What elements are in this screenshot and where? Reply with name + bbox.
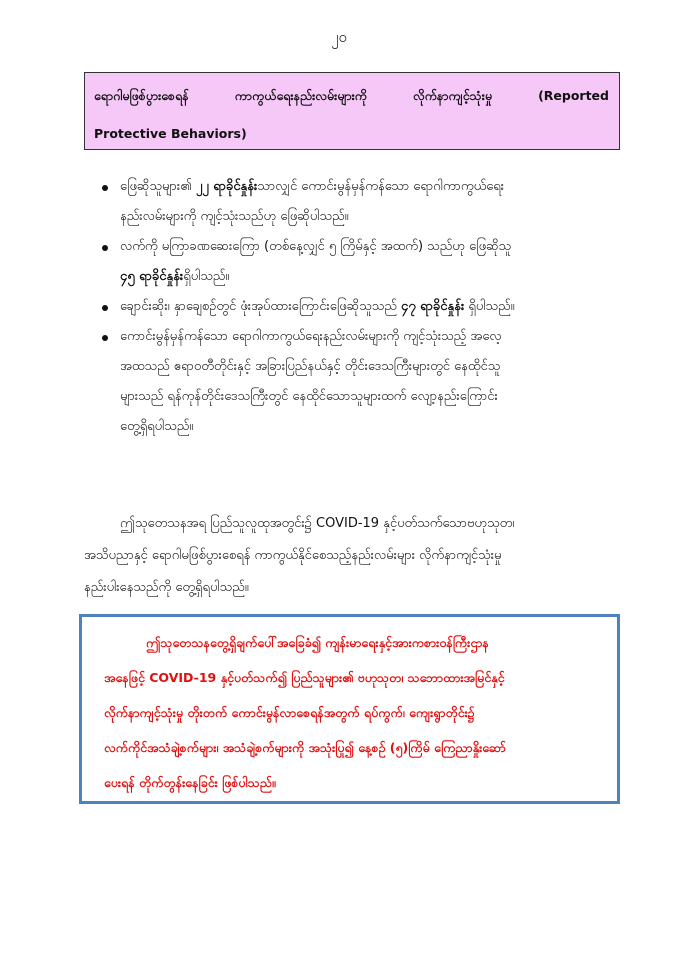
text: ဖြေဆိုသူများ၏ bbox=[120, 179, 196, 194]
callout-line: ဤသုတေသနတွေ့ရှိချက်ပေါ်အခြေခံ၍ ကျန်းမာရေးနှင့်အားကစားဝန်ကြီးဌာန bbox=[146, 635, 489, 650]
finding-line: များသည် ရန်ကုန်တိုင်းဒေသကြီးတွင် နေထိုင်သောသူများထက် လျော့နည်းကြောင်း bbox=[120, 389, 498, 404]
callout-line: လက်ကိုင်အသံချဲ့စက်များ၊ အသံချဲ့စက်များကို အသုံးပြု၍ နေ့စဉ် (၅)ကြိမ် ကြေညာနှိုးဆော် bbox=[104, 740, 506, 755]
finding-line: လက်ကို မကြာခဏဆေးကြော (တစ်နေ့လျှင် ၅ ကြိမ်နှင့် အထက်) သည်ဟု ဖြေဆိုသူ bbox=[120, 239, 512, 254]
text: သာလျှင် ကောင်းမွန်မှန်ကန်သော ရောဂါကာကွယ်ရေး bbox=[257, 179, 505, 194]
finding-line bbox=[120, 172, 622, 202]
paragraph-line: အသိပညာနှင့် ရောဂါမဖြစ်ပွားစေရန် ကာကွယ်နိုင်စေသည့်နည်းလမ်းများ လိုက်နာကျင့်သုံးမှု bbox=[84, 548, 502, 563]
text: ရှိပါသည်။ bbox=[183, 269, 230, 284]
bullet-icon bbox=[102, 335, 108, 341]
findings-list bbox=[102, 172, 622, 442]
finding-item bbox=[102, 292, 622, 322]
heading-text: လိုက်နာကျင့်သုံးမှု bbox=[412, 88, 493, 103]
bullet-icon bbox=[102, 245, 108, 251]
page-number: ၂၀ bbox=[331, 28, 347, 46]
finding-line: နည်းလမ်းများကို ကျင့်သုံးသည်ဟု ဖြေဆိုပါသည်။ bbox=[120, 209, 349, 224]
heading-text-english: (Reported bbox=[538, 88, 609, 103]
heading-text: ရောဂါမဖြစ်ပွားစေရန် bbox=[94, 88, 189, 103]
heading-text: ကာကွယ်ရေးနည်းလမ်းများကို bbox=[234, 88, 368, 103]
finding-item bbox=[102, 322, 622, 442]
bullet-icon bbox=[102, 185, 108, 191]
finding-line bbox=[120, 262, 622, 292]
finding-item bbox=[102, 172, 622, 232]
text: ချောင်းဆိုး၊ နှာချေစဉ်တွင် ဖုံးအုပ်ထားကြောင်းဖြေဆိုသူသည် bbox=[120, 299, 402, 314]
finding-item bbox=[102, 232, 622, 292]
bullet-icon bbox=[102, 305, 108, 311]
highlight-percent: ၂၂ ရာခိုင်နှုန်း bbox=[195, 179, 258, 194]
finding-line: ကောင်းမွန်မှန်ကန်သော ရောဂါကာကွယ်ရေးနည်းလမ်းများကို ကျင့်သုံးသည့် အလေ့ bbox=[120, 329, 502, 344]
highlight-percent: ၄၅ ရာခိုင်နှုန်း bbox=[120, 269, 184, 284]
finding-line: အထသည် ဧရာဝတီတိုင်းနှင့် အခြားပြည်နယ်နှင့် တိုင်းဒေသကြီးများတွင် နေထိုင်သူ bbox=[120, 359, 501, 374]
text: ရှိပါသည်။ bbox=[464, 299, 515, 314]
callout-line: အနေဖြင့် COVID-19 နှင့်ပတ်သက်၍ ပြည်သူများ၏ ဗဟုသုတ၊ သဘောထားအမြင်နှင့် bbox=[104, 670, 505, 685]
highlight-percent: ၄၇ ရာခိုင်နှုန်း bbox=[401, 299, 465, 314]
finding-line bbox=[120, 292, 622, 322]
paragraph-line: ဤသုတေသနအရ ပြည်သူလူထုအတွင်း၌ COVID-19 နှင့်ပတ်သက်သောဗဟုသုတ၊ bbox=[120, 516, 515, 531]
section-heading-box bbox=[84, 72, 620, 150]
paragraph-line: နည်းပါးနေသည်ကို တွေ့ရှိရပါသည်။ bbox=[84, 580, 249, 595]
recommendation-callout-box bbox=[79, 614, 620, 804]
callout-line: ပေးရန် တိုက်တွန်းနေခြင်း ဖြစ်ပါသည်။ bbox=[104, 775, 276, 790]
heading-line-1 bbox=[94, 83, 609, 121]
heading-line-2: Protective Behaviors) bbox=[94, 126, 247, 141]
finding-line: တွေ့ရှိရပါသည်။ bbox=[120, 419, 194, 434]
conclusion-paragraph bbox=[84, 508, 620, 604]
callout-line: လိုက်နာကျင့်သုံးမှု တိုးတက် ကောင်းမွန်လာစေရန်အတွက် ရပ်ကွက်၊ ကျေးရွာတိုင်း၌ bbox=[104, 705, 475, 720]
